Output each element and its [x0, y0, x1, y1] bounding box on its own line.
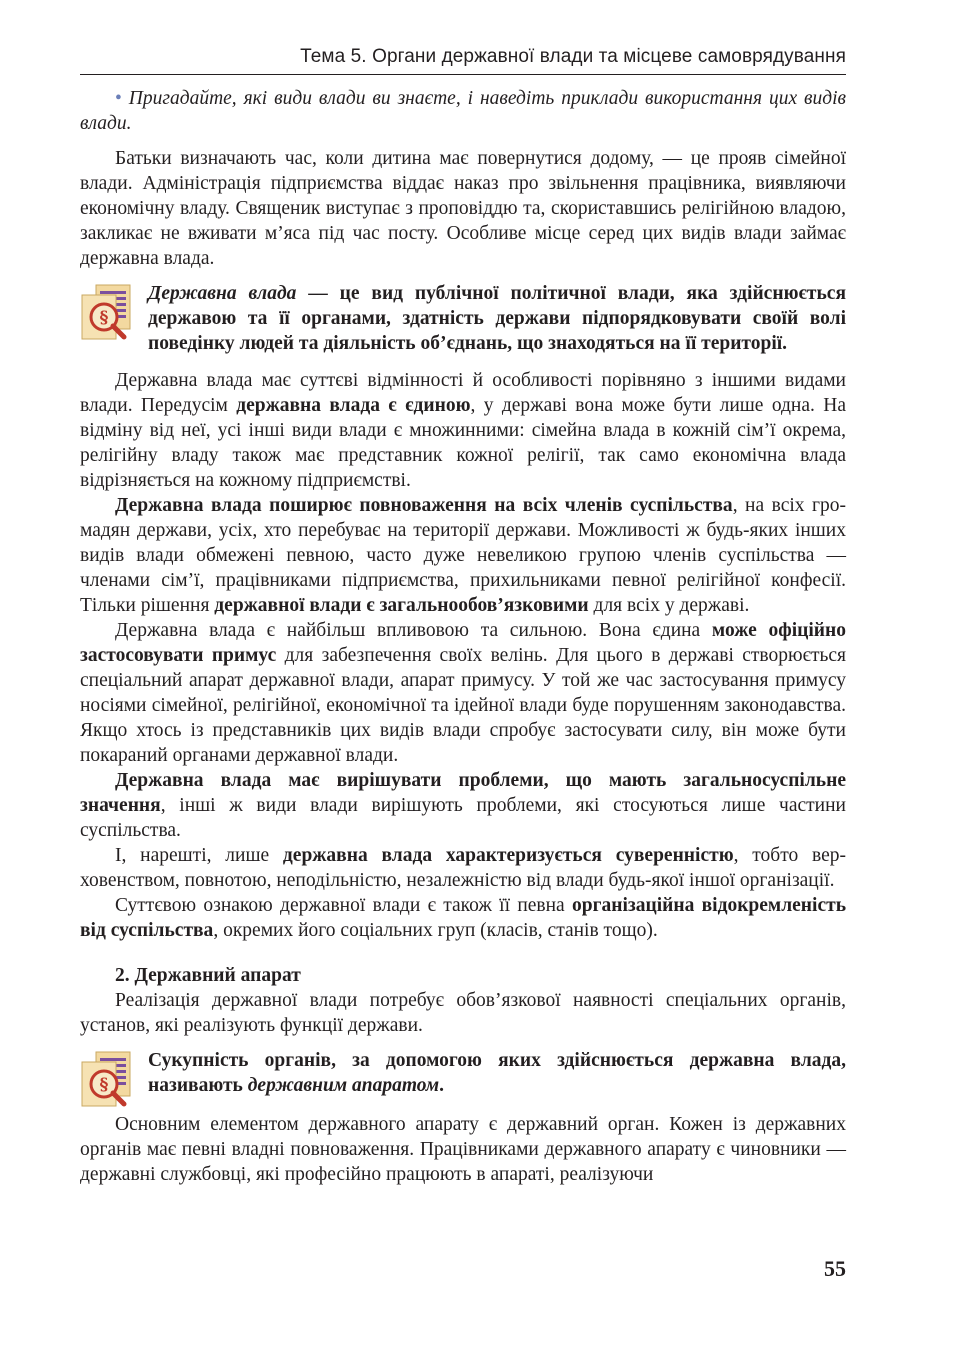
- text-run: для всіх у державі.: [588, 595, 750, 616]
- law-document-magnifier-icon: [80, 1050, 134, 1108]
- svg-text:§: §: [99, 1075, 109, 1095]
- paragraph: [80, 618, 846, 768]
- text-run: .: [439, 1075, 445, 1096]
- paragraph: [80, 368, 846, 493]
- text-run: Державна влада є найбільш впливовою та сильною. Вона єдина: [115, 620, 712, 641]
- bold-run: державної влади є загальнообов’язковими: [214, 595, 589, 616]
- text-run: Суттєвою ознакою державної влади є також її певна: [115, 895, 573, 916]
- text-run: , у державі вона може бути лише одна. На відміну від неї, усі інші види влади є множинними: сімейна влада в кожній сім’ї окрема, релігійну владу також має представник кожної релігії, так само економічна влада відрізняється на кожному підприємстві.: [80, 395, 846, 491]
- text-run: І, нарешті, лише: [115, 845, 283, 866]
- bold-run: організаційна відокремленість від суспільства: [80, 895, 847, 941]
- definition-block: [80, 281, 846, 356]
- definition-text: [148, 1048, 846, 1098]
- review-question: [80, 86, 846, 136]
- bold-run: державна влада характеризується суверенністю: [282, 845, 734, 866]
- text-run: , окремих його соціальних груп (класів, станів тощо).: [213, 920, 658, 941]
- bold-run: може офіційно застосовувати примус: [80, 620, 846, 666]
- definition-body: Сукупність органів, за допомогою яких здійснюється державна влада, називають: [148, 1050, 846, 1096]
- review-question-text: Пригадайте, які види влади ви знаєте, і наведіть приклади використання цих видів влади.: [80, 88, 846, 134]
- svg-text:§: §: [99, 308, 109, 328]
- definition-body: — це вид публічної політичної влади, яка здійснюється державою та її органами, здатність держави підпорядковувати своїй волі поведінку людей та діяльність об’єднань, що знаходяться на її території.: [148, 283, 846, 354]
- paragraph: Реалізація державної влади потребує обов’язкової наявності спеціальних органів, установ, які реалізують функції держави.: [80, 990, 846, 1036]
- text-run: , тобто верховенством, повнотою, неподільністю, незалежністю від влади будь-якої іншої організації.: [80, 845, 847, 891]
- bold-run: Державна влада поширює повноваження на всіх членів суспільства: [115, 495, 733, 516]
- paragraph: [80, 843, 846, 893]
- bullet: •: [115, 88, 122, 109]
- definition-block: [80, 1048, 846, 1100]
- text-run: для забезпечення своїх велінь. Для цього в державі створюється спеціальний апарат державної влади, апарат примусу. У той же час застосування примусу носіями сімейної, релігійної, економічної та ідейної влади буде порушенням законодавства. Якщо хтось із представників цих видів влади спробує застосувати силу, він може бути покараний органами державної влади.: [80, 645, 846, 766]
- paragraph: Батьки визначають час, коли дитина має повернутися додому, — це прояв сімейної влади. Адміністрація підприємства віддає наказ про звільнення працівника, виявляючи економічну владу. Священик виступає з проповіддю та, скориставшись релігійною владою, закликає не вживати м’яса під час посту. Особливе місце серед цих видів влади займає державна влада.: [80, 148, 846, 269]
- running-header: [80, 44, 846, 75]
- text-run: Державна влада має суттєві відмінності й особливості порівняно з іншими видами влади. Передусім: [80, 370, 846, 416]
- header-title: Тема 5. Органи державної влади та місцеве самоврядування: [300, 46, 846, 67]
- text-run: , на всіх громадян держави, усіх, хто перебуває на території держави. Можливості ж будь-яких інших видів влади обмежені певною, часто дуже невеликою групою членів суспільства — членами сім’ї, працівниками підприємства, прихильниками певної релігійної конфесії. Тільки рішення: [80, 495, 846, 616]
- paragraph: Основним елементом державного апарату є державний орган. Кожен із державних органів має певні владні повноваження. Працівниками державного апарату є чиновники — державні службовці, які професійно працюють в апараті, реалізуючи: [80, 1114, 846, 1185]
- bold-run: Державна влада має вирішувати проблеми, що мають загальносуспільне значення: [80, 770, 846, 816]
- paragraph: [80, 893, 846, 943]
- page-content: [80, 86, 846, 1187]
- definition-term: Державна влада: [148, 283, 297, 304]
- bold-run: державна влада є єдиною: [236, 395, 471, 416]
- law-document-magnifier-icon: [80, 283, 134, 341]
- text-run: , інші ж види влади вирішують проблеми, які стосуються лише частини суспільства.: [80, 795, 846, 841]
- paragraph: [80, 768, 846, 843]
- definition-term: державним апаратом: [247, 1075, 440, 1096]
- paragraph: [80, 493, 846, 618]
- definition-text: [148, 281, 846, 356]
- section-title: 2. Державний апарат: [115, 965, 301, 986]
- page-number: 55: [824, 1256, 846, 1281]
